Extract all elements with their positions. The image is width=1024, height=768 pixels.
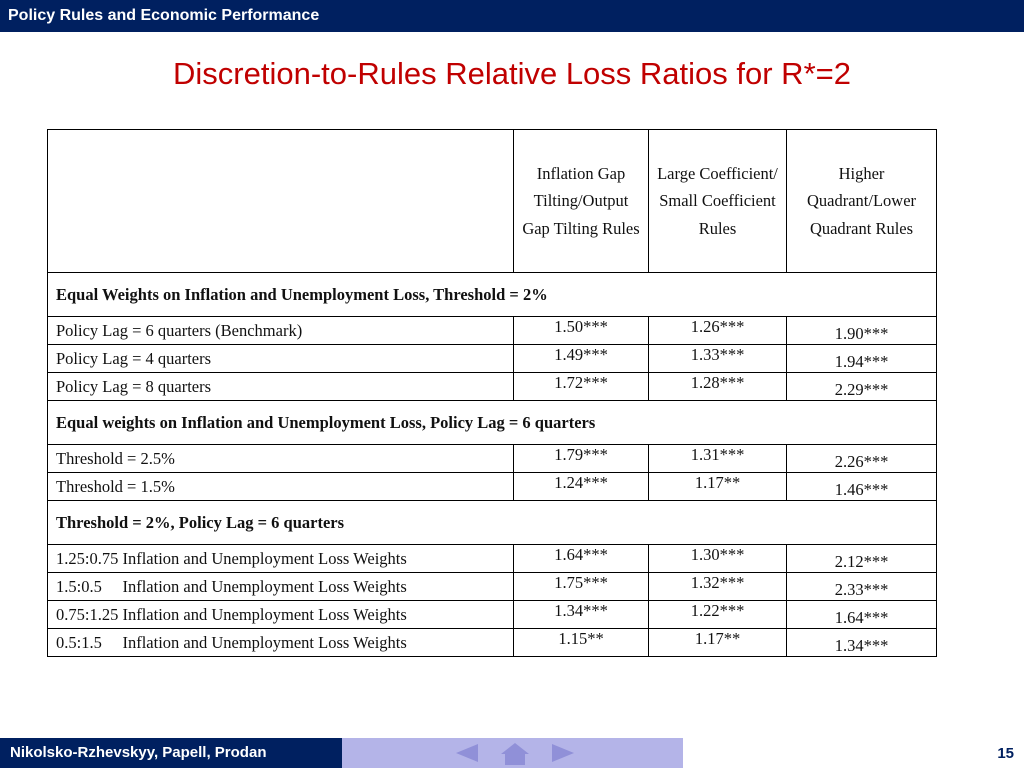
ratio-cell: 2.29*** bbox=[787, 373, 937, 401]
ratio-cell: 1.26*** bbox=[649, 317, 787, 345]
slide-title: Discretion-to-Rules Relative Loss Ratios for R*=2 bbox=[173, 56, 851, 91]
ratio-cell: 1.94*** bbox=[787, 345, 937, 373]
row-label: 1.25:0.75 Inflation and Unemployment Loss Weights bbox=[48, 545, 514, 573]
footer-authors-box bbox=[0, 738, 342, 768]
row-label: 0.75:1.25 Inflation and Unemployment Loss Weights bbox=[48, 601, 514, 629]
footer-page-box bbox=[683, 738, 1024, 768]
header-title: Policy Rules and Economic Performance bbox=[8, 7, 320, 24]
row-label: Policy Lag = 4 quarters bbox=[48, 345, 514, 373]
ratio-cell: 1.22*** bbox=[649, 601, 787, 629]
ratio-cell: 1.46*** bbox=[787, 473, 937, 501]
ratio-cell: 1.15** bbox=[514, 629, 649, 657]
footer-navigation bbox=[342, 738, 683, 768]
ratio-cell: 2.26*** bbox=[787, 445, 937, 473]
table-row bbox=[48, 445, 937, 473]
table-row bbox=[48, 545, 937, 573]
ratio-cell: 1.28*** bbox=[649, 373, 787, 401]
ratio-cell: 1.17** bbox=[649, 629, 787, 657]
table-row bbox=[48, 345, 937, 373]
row-label: Threshold = 1.5% bbox=[48, 473, 514, 501]
row-label: 1.5:0.5 Inflation and Unemployment Loss Weights bbox=[48, 573, 514, 601]
loss-ratio-table bbox=[47, 129, 937, 657]
section-heading-row bbox=[48, 273, 937, 317]
section-heading: Equal weights on Inflation and Unemployment Loss, Policy Lag = 6 quarters bbox=[48, 401, 937, 445]
row-label: Policy Lag = 8 quarters bbox=[48, 373, 514, 401]
ratio-cell: 1.17** bbox=[649, 473, 787, 501]
section-heading-row bbox=[48, 501, 937, 545]
table-row bbox=[48, 317, 937, 345]
ratio-cell: 1.72*** bbox=[514, 373, 649, 401]
table-row bbox=[48, 473, 937, 501]
page-number: 15 bbox=[997, 745, 1014, 762]
row-label: Policy Lag = 6 quarters (Benchmark) bbox=[48, 317, 514, 345]
ratio-cell: 1.32*** bbox=[649, 573, 787, 601]
table-row bbox=[48, 629, 937, 657]
home-icon[interactable] bbox=[500, 742, 530, 766]
row-label: 0.5:1.5 Inflation and Unemployment Loss Weights bbox=[48, 629, 514, 657]
forward-arrow-icon[interactable] bbox=[550, 742, 576, 764]
ratio-cell: 1.90*** bbox=[787, 317, 937, 345]
ratio-cell: 1.49*** bbox=[514, 345, 649, 373]
section-heading: Threshold = 2%, Policy Lag = 6 quarters bbox=[48, 501, 937, 545]
header-bar bbox=[0, 0, 1024, 32]
ratio-cell: 1.30*** bbox=[649, 545, 787, 573]
column-header-empty bbox=[48, 130, 514, 273]
section-heading-row bbox=[48, 401, 937, 445]
ratio-cell: 1.34*** bbox=[514, 601, 649, 629]
table-row bbox=[48, 373, 937, 401]
table-row bbox=[48, 573, 937, 601]
column-header-quadrant-rules: Higher Quadrant/Lower Quadrant Rules bbox=[787, 130, 937, 273]
footer-bar bbox=[0, 738, 1024, 768]
ratio-cell: 2.33*** bbox=[787, 573, 937, 601]
ratio-cell: 1.33*** bbox=[649, 345, 787, 373]
ratio-cell: 1.79*** bbox=[514, 445, 649, 473]
column-header-coefficient-rules: Large Coefficient/ Small Coefficient Rules bbox=[649, 130, 787, 273]
ratio-cell: 1.64*** bbox=[514, 545, 649, 573]
row-label: Threshold = 2.5% bbox=[48, 445, 514, 473]
ratio-cell: 1.75*** bbox=[514, 573, 649, 601]
back-arrow-icon[interactable] bbox=[454, 742, 480, 764]
table-row bbox=[48, 601, 937, 629]
ratio-cell: 1.34*** bbox=[787, 629, 937, 657]
ratio-cell: 2.12*** bbox=[787, 545, 937, 573]
column-header-tilting-rules: Inflation Gap Tilting/Output Gap Tilting Rules bbox=[514, 130, 649, 273]
ratio-cell: 1.64*** bbox=[787, 601, 937, 629]
ratio-cell: 1.24*** bbox=[514, 473, 649, 501]
ratio-cell: 1.31*** bbox=[649, 445, 787, 473]
footer-authors: Nikolsko-Rzhevskyy, Papell, Prodan bbox=[10, 744, 267, 761]
section-heading: Equal Weights on Inflation and Unemployment Loss, Threshold = 2% bbox=[48, 273, 937, 317]
ratio-cell: 1.50*** bbox=[514, 317, 649, 345]
table-header-row bbox=[48, 130, 937, 273]
